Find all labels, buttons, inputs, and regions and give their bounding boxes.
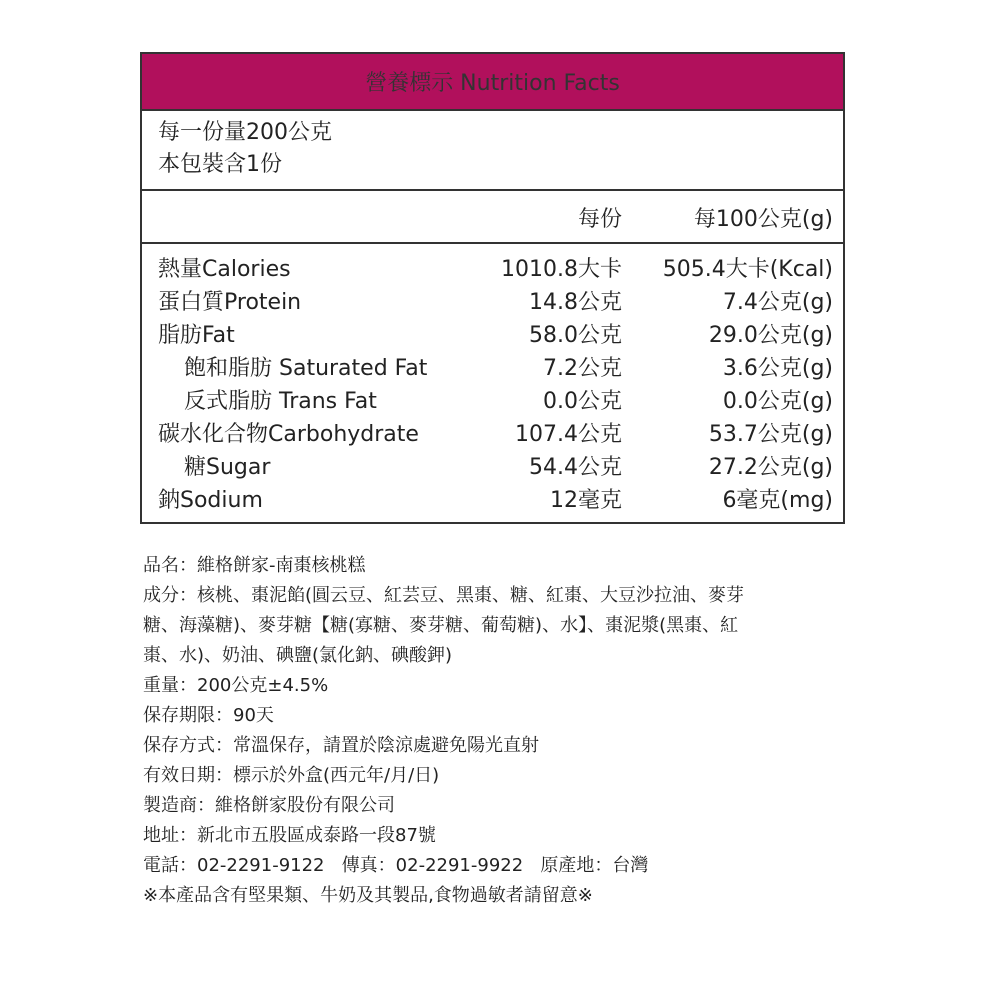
column-header-per-serving: 每份 [577, 207, 622, 232]
servings-per-pack: 本包裝含1份 [158, 152, 282, 177]
nutrient-per-100g: 29.0公克(g) [708, 323, 833, 348]
nutrient-name: 碳水化合物Carbohydrate [158, 422, 419, 447]
nutrient-name: 蛋白質Protein [158, 290, 302, 315]
nutrition-facts-table [140, 52, 845, 524]
nutrient-per-100g: 3.6公克(g) [722, 356, 833, 381]
nutrient-name: 飽和脂肪 Saturated Fat [184, 356, 428, 381]
shelf-life-line: 保存期限：90天 [143, 705, 274, 726]
nutrient-row-calories [142, 253, 843, 286]
ingredients-line: 成分：核桃、棗泥餡(圓云豆、紅芸豆、黑棗、糖、紅棗、大豆沙拉油、麥芽 [143, 585, 745, 606]
nutrient-per-100g: 7.4公克(g) [722, 290, 833, 315]
nutrient-per-serving: 14.8公克 [529, 290, 622, 315]
nutrient-per-serving: 0.0公克 [543, 389, 622, 414]
storage-line: 保存方式：常溫保存，請置於陰涼處避免陽光直射 [143, 735, 539, 756]
divider-serving [142, 189, 843, 191]
nutrient-per-serving: 58.0公克 [529, 323, 622, 348]
ingredients-line: 棗、水)、奶油、碘鹽(氯化鈉、碘酸鉀) [143, 645, 453, 666]
nutrient-per-100g: 6毫克(mg) [722, 488, 833, 513]
column-header-per-100g: 每100公克(g) [693, 207, 833, 232]
product-info [143, 551, 863, 911]
weight-line: 重量：200公克±4.5% [143, 675, 329, 696]
serving-info [158, 117, 332, 181]
ingredients-line: 糖、海藻糖)、麥芽糖【糖(寡糖、麥芽糖、葡萄糖)、水】、棗泥漿(黑棗、紅 [143, 615, 739, 636]
nutrient-row-saturated-fat [142, 352, 843, 385]
allergen-warning: ※本產品含有堅果類、牛奶及其製品,食物過敏者請留意※ [143, 885, 593, 906]
nutrient-per-100g: 27.2公克(g) [708, 455, 833, 480]
serving-size: 每一份量200公克 [158, 120, 332, 145]
nutrient-row-fat [142, 319, 843, 352]
nutrient-per-serving: 12毫克 [550, 488, 622, 513]
nutrient-row-sodium [142, 484, 843, 517]
manufacturer-line: 製造商：維格餅家股份有限公司 [143, 795, 395, 816]
nutrient-name: 鈉Sodium [158, 488, 263, 513]
nutrient-name: 糖Sugar [184, 455, 271, 480]
divider-columns [142, 242, 843, 244]
nutrient-name: 熱量Calories [158, 257, 291, 282]
contact-line: 電話：02-2291-9122 傳真：02-2291-9922 原產地：台灣 [143, 855, 649, 876]
expiry-line: 有效日期：標示於外盒(西元年/月/日) [143, 765, 440, 786]
nutrient-per-100g: 53.7公克(g) [708, 422, 833, 447]
nutrition-facts-title: 營養標示 Nutrition Facts [142, 54, 843, 111]
nutrient-rows [142, 253, 843, 517]
nutrient-per-100g: 0.0公克(g) [722, 389, 833, 414]
nutrient-row-carbohydrate [142, 418, 843, 451]
product-name-line: 品名：維格餅家-南棗核桃糕 [143, 555, 366, 576]
nutrient-name: 反式脂肪 Trans Fat [184, 389, 377, 414]
nutrient-per-serving: 107.4公克 [515, 422, 622, 447]
nutrient-row-protein [142, 286, 843, 319]
nutrient-per-100g: 505.4大卡(Kcal) [662, 257, 833, 282]
nutrient-row-trans-fat [142, 385, 843, 418]
nutrient-row-sugar [142, 451, 843, 484]
nutrient-per-serving: 1010.8大卡 [501, 257, 622, 282]
address-line: 地址：新北市五股區成泰路一段87號 [143, 825, 436, 846]
nutrient-per-serving: 54.4公克 [529, 455, 622, 480]
nutrient-name: 脂肪Fat [158, 323, 235, 348]
nutrient-per-serving: 7.2公克 [543, 356, 622, 381]
